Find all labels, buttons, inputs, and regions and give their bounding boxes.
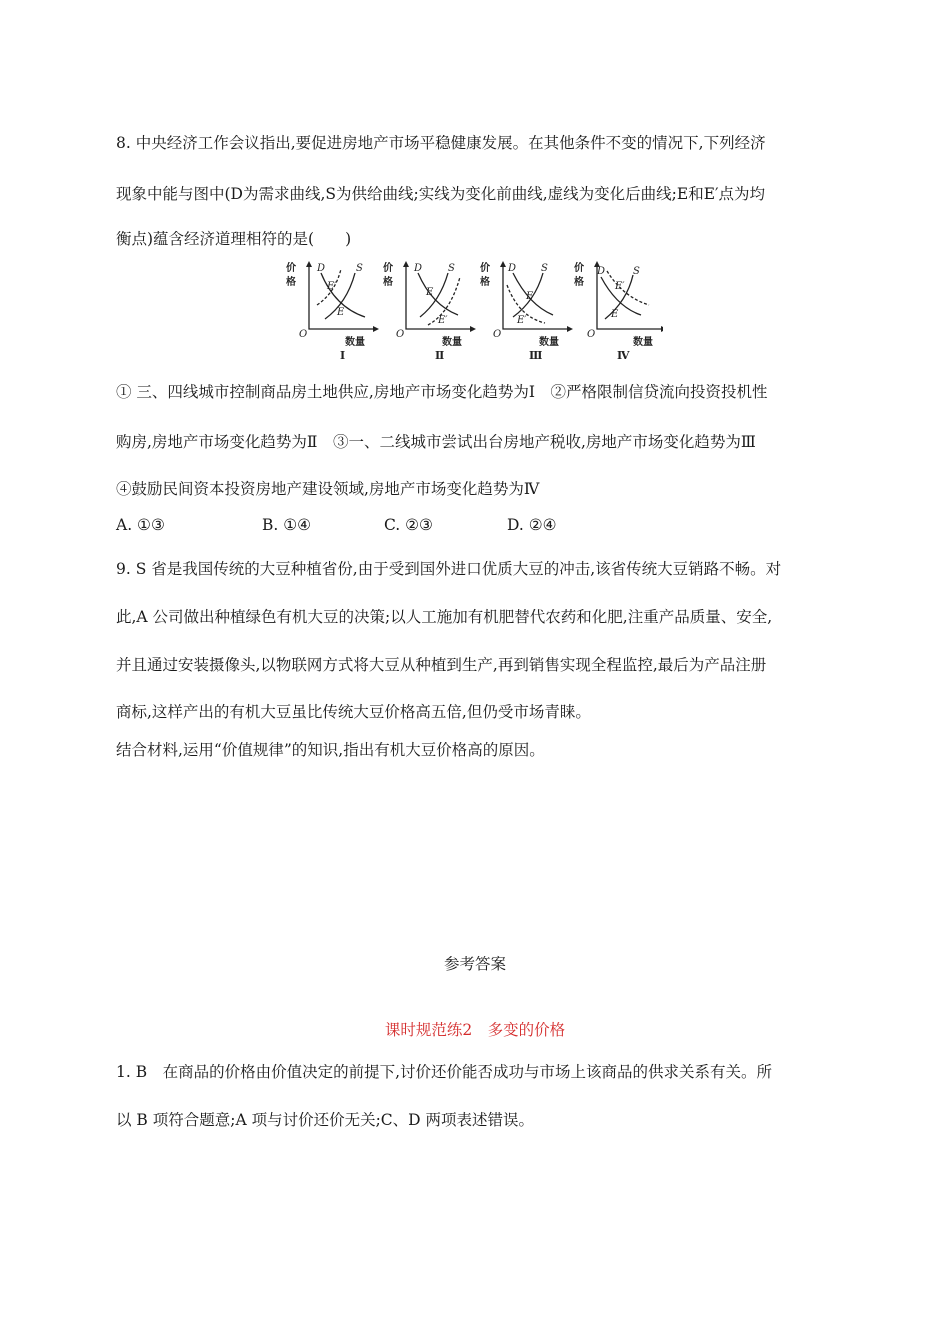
demand-curve-new [607,271,649,305]
y-axis-label-bottom: 格 [480,277,490,288]
answers-heading: 参考答案 [443,955,506,973]
answers-subheading: 课时规范练2 多变的价格 [384,1021,566,1039]
eq-new-label: E′ [615,281,625,292]
y-axis-label-top: 价 [383,263,393,274]
answer-1-line-2: 以 B 项符合题意;A 项与讨价还价无关;C、D 两项表述错误。 [116,1111,535,1129]
y-axis-label-top: 价 [480,263,490,274]
origin-label: O [493,329,502,340]
graph-numeral: Ⅳ [617,349,630,362]
origin-label: O [396,329,405,340]
x-axis-arrow [661,326,663,332]
x-axis-label: 数量 [442,337,462,348]
x-axis-arrow [567,326,573,332]
y-axis-arrow [500,261,506,267]
q8-options [116,516,557,534]
demand-curve [418,273,458,315]
option-b: B. ①④ [262,516,312,534]
graph-4 [574,261,663,362]
graph-numeral: Ⅲ [529,349,543,362]
y-axis-label-bottom: 格 [574,277,584,288]
supply-label: S [356,263,363,274]
q9-line-3: 并且通过安装摄像头,以物联网方式将大豆从种植到生产,再到销售实现全程监控,最后为产品注册 [116,656,767,674]
x-axis-arrow [373,326,379,332]
graph-2 [383,261,476,362]
demand-label: D [597,266,606,277]
x-axis-arrow [470,326,476,332]
x-axis-label: 数量 [539,337,559,348]
supply-label: S [633,266,640,277]
option-c: C. ②③ [384,516,433,534]
supply-label: S [541,263,548,274]
y-axis-label-top: 价 [286,263,296,274]
eq-label: E [526,291,534,302]
q8-line-3: 衡点)蕴含经济道理相符的是( ) [116,230,352,248]
x-axis-label: 数量 [345,337,365,348]
y-axis-label-bottom: 格 [286,277,296,288]
q9-line-1: 9. S 省是我国传统的大豆种植省份,由于受到国外进口优质大豆的冲击,该省传统大豆销路不畅。对 [116,560,782,578]
origin-label: O [299,329,308,340]
x-axis-label: 数量 [633,337,653,348]
graph-numeral: Ⅱ [435,349,445,362]
y-axis-arrow [403,261,409,267]
option-d: D. ②④ [507,516,557,534]
q8-statement-3: ④鼓励民间资本投资房地产建设领域,房地产市场变化趋势为Ⅳ [116,480,540,498]
q8-line-1: 8. 中央经济工作会议指出,要促进房地产市场平稳健康发展。在其他条件不变的情况下,下列经济 [116,134,766,152]
q8-statement-1: ① 三、四线城市控制商品房土地供应,房地产市场变化趋势为Ⅰ ②严格限制信贷流向投资投机性 [116,383,768,401]
eq-new-label: E′ [517,315,527,326]
y-axis-label-top: 价 [574,263,584,274]
graph-1 [286,261,379,362]
graph-numeral: Ⅰ [340,349,346,362]
axes [597,263,663,329]
q8-line-2: 现象中能与图中(D为需求曲线,S为供给曲线;实线为变化前曲线,虚线为变化后曲线;E和E′点为均 [116,185,766,203]
demand-label: D [508,263,517,274]
y-axis-arrow [306,261,312,267]
eq-new-label: E′ [327,281,337,292]
demand-label: D [317,263,326,274]
q9-line-4: 商标,这样产出的有机大豆虽比传统大豆价格高五倍,但仍受市场青睐。 [116,703,591,721]
graph-3 [480,261,573,362]
option-a: A. ①③ [116,516,165,534]
eq-label: E [337,307,345,318]
q8-statement-2: 购房,房地产市场变化趋势为Ⅱ ③一、二线城市尝试出台房地产税收,房地产市场变化趋势为Ⅲ [116,433,756,451]
y-axis-label-bottom: 格 [383,277,393,288]
eq-label: E [426,287,434,298]
eq-new-label: E′ [438,315,448,326]
answer-1-line-1: 1. B 在商品的价格由价值决定的前提下,讨价还价能否成功与市场上该商品的供求关系有关。所 [116,1063,773,1081]
q9-line-5: 结合材料,运用“价值规律”的知识,指出有机大豆价格高的原因。 [116,741,545,759]
demand-label: D [414,263,423,274]
origin-label: O [587,329,596,340]
q9-line-2: 此,A 公司做出种植绿色有机大豆的决策;以人工施加有机肥替代农药和化肥,注重产品质量、安全, [116,608,773,626]
eq-label: E [611,309,619,320]
supply-label: S [448,263,455,274]
supply-demand-graphs [283,255,663,367]
